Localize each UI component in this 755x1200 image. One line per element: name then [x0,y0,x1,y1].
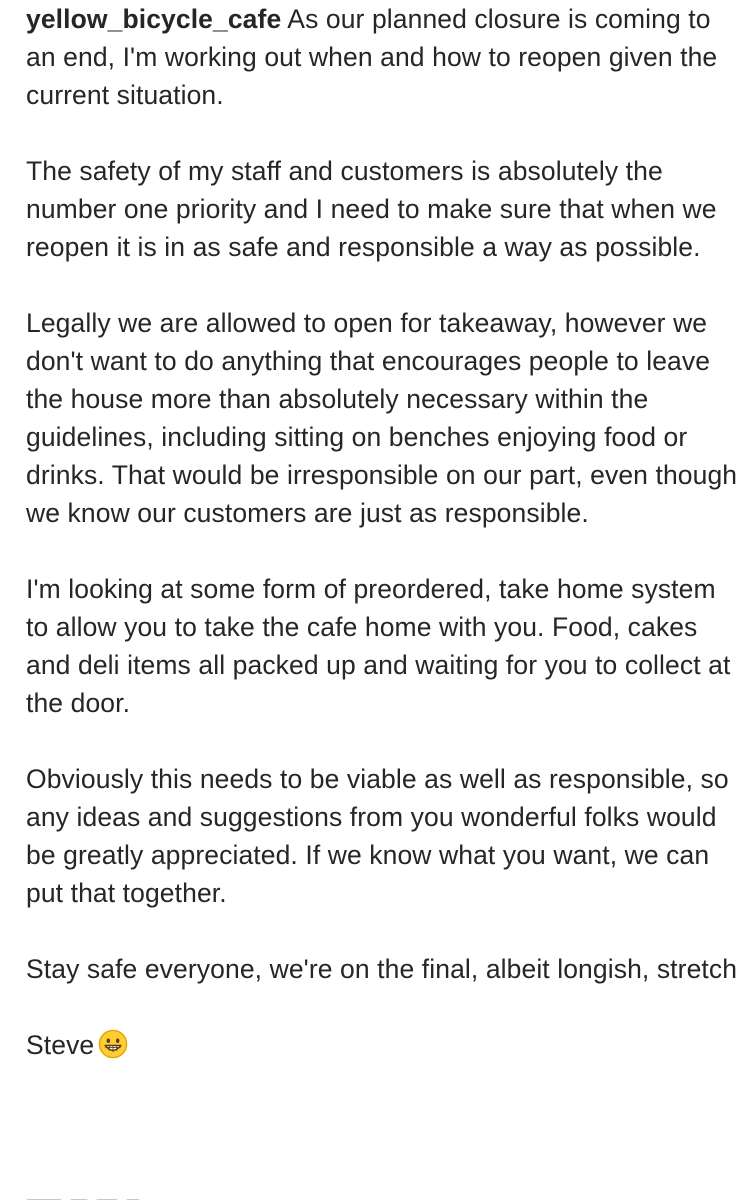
truncated-next-line [26,1190,186,1200]
signature-line [26,1026,738,1064]
caption-paragraph-5: Obviously this needs to be viable as well as responsible, so any ideas and suggestions from you wonderful folks would be greatly appreciated. If we know what you want, we can put that together. [26,764,729,908]
signature-text: Steve [26,1030,95,1060]
caption-paragraph-6: Stay safe everyone, we're on the final, albeit longish, stretch [26,954,738,984]
caption-paragraph-4: I'm looking at some form of preordered, take home system to allow you to take the cafe home with you. Food, cakes and deli items all packed up and waiting for you to collect at the door. [26,574,731,718]
caption-paragraph-3: Legally we are allowed to open for takeaway, however we don't want to do anything that encourages people to leave the house more than absolutely necessary within the guidelines, including sitting on benches enjoying food or drinks. That would be irresponsible on our part, even though we know our customers are just as responsible. [26,308,738,528]
caption-text-1: As our planned closure is coming to an end, I'm working out when and how to reopen given the current situation. [26,4,718,110]
grinning-face-icon [98,1029,128,1059]
post-caption [26,0,738,1102]
caption-paragraph-1 [26,0,738,114]
caption-paragraph-2: The safety of my staff and customers is absolutely the number one priority and I need to make sure that when we reopen it is in as safe and responsible a way as possible. [26,156,717,262]
username-link[interactable]: yellow_bicycle_cafe [26,4,282,34]
